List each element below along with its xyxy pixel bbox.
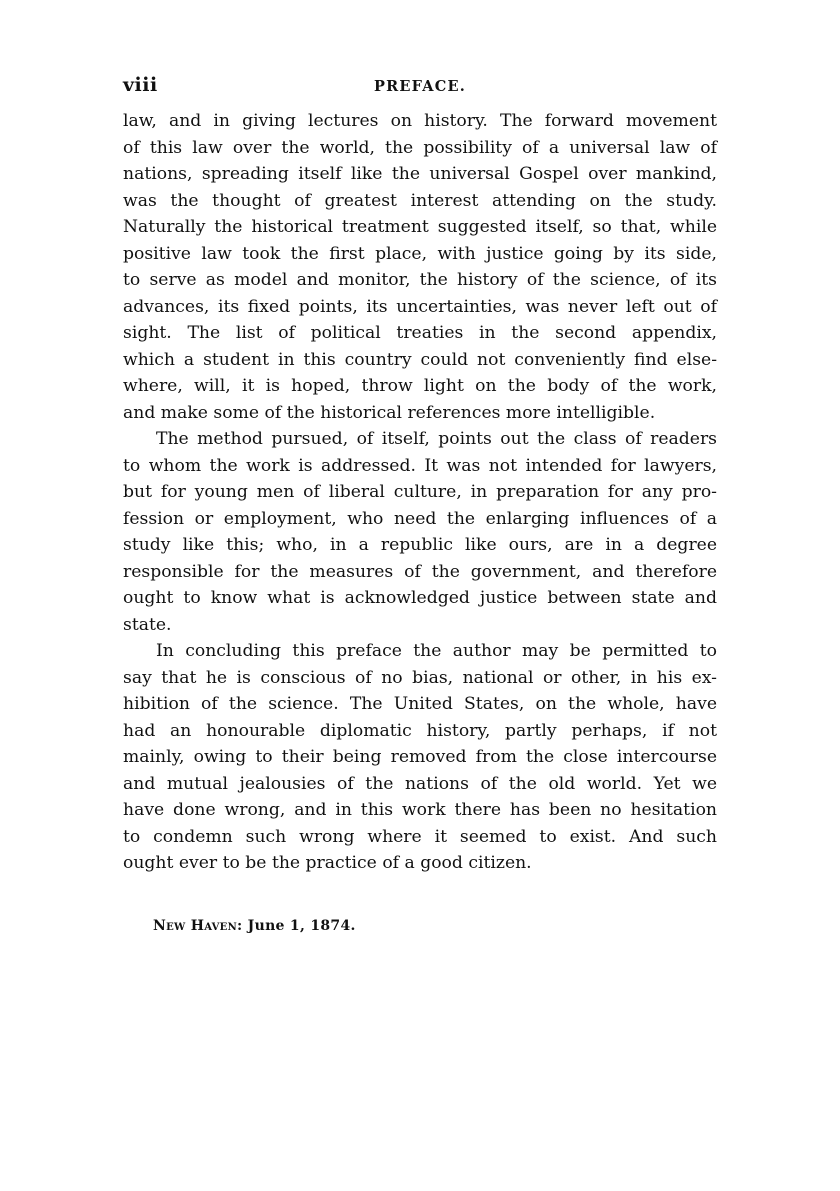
text-line: and mutual jealousies of the nations of the old world. Yet we: [123, 773, 717, 794]
text-line: which a student in this country could not conveniently find else-: [123, 349, 717, 370]
page-title: PREFACE.: [374, 78, 466, 95]
signature-place: New Haven: [153, 917, 238, 934]
text-line: ought to know what is acknowledged justice between state and: [123, 588, 717, 608]
text-line: had an honourable diplomatic history, partly perhaps, if not: [123, 720, 717, 741]
text-line: state.: [123, 614, 172, 635]
text-line: fession or employment, who need the enlarging influences of a: [123, 508, 717, 529]
text-line: responsible for the measures of the government, and therefore: [123, 561, 717, 582]
page-number: viii: [123, 74, 158, 96]
paragraph: [123, 638, 717, 877]
signature: [123, 918, 717, 934]
text-line: where, will, it is hoped, throw light on the body of the work,: [123, 376, 717, 396]
paragraph: [123, 426, 717, 638]
text-line: have done wrong, and in this work there has been no hesitation: [123, 800, 717, 820]
signature-date: June 1, 1874.: [247, 917, 356, 934]
text-line: of this law over the world, the possibility of a universal law of: [123, 137, 717, 158]
text-line: to condemn such wrong where it seemed to exist. And such: [123, 826, 717, 847]
text-line: ought ever to be the practice of a good citizen.: [123, 853, 532, 873]
text-line: but for young men of liberal culture, in preparation for any pro-: [123, 482, 717, 502]
text-line: In concluding this preface the author may be permitted to: [156, 641, 717, 661]
text-line: hibition of the science. The United States, on the whole, have: [123, 694, 717, 714]
text-line: was the thought of greatest interest attending on the study.: [123, 190, 717, 211]
text-line: to serve as model and monitor, the history of the science, of its: [123, 270, 717, 290]
text-line: and make some of the historical references more intelligible.: [123, 402, 656, 423]
running-head: [123, 74, 717, 108]
text-line: The method pursued, of itself, points out the class of readers: [156, 429, 717, 449]
text-line: say that he is conscious of no bias, national or other, in his ex-: [123, 667, 717, 688]
paragraph: [123, 108, 717, 426]
text-line: advances, its fixed points, its uncertainties, was never left out of: [123, 296, 717, 317]
text-line: law, and in giving lectures on history. The forward movement: [123, 111, 717, 131]
page: [123, 74, 717, 934]
text-line: nations, spreading itself like the universal Gospel over mankind,: [123, 164, 717, 184]
text-line: positive law took the first place, with justice going by its side,: [123, 243, 717, 264]
text-line: study like this; who, in a republic like ours, are in a degree: [123, 535, 717, 555]
text-line: Naturally the historical treatment suggested itself, so that, while: [123, 217, 717, 237]
signature-separator: :: [237, 917, 243, 934]
text-line: to whom the work is addressed. It was not intended for lawyers,: [123, 455, 717, 476]
text-line: sight. The list of political treaties in the second appendix,: [123, 323, 717, 343]
text-line: mainly, owing to their being removed from the close intercourse: [123, 747, 717, 767]
